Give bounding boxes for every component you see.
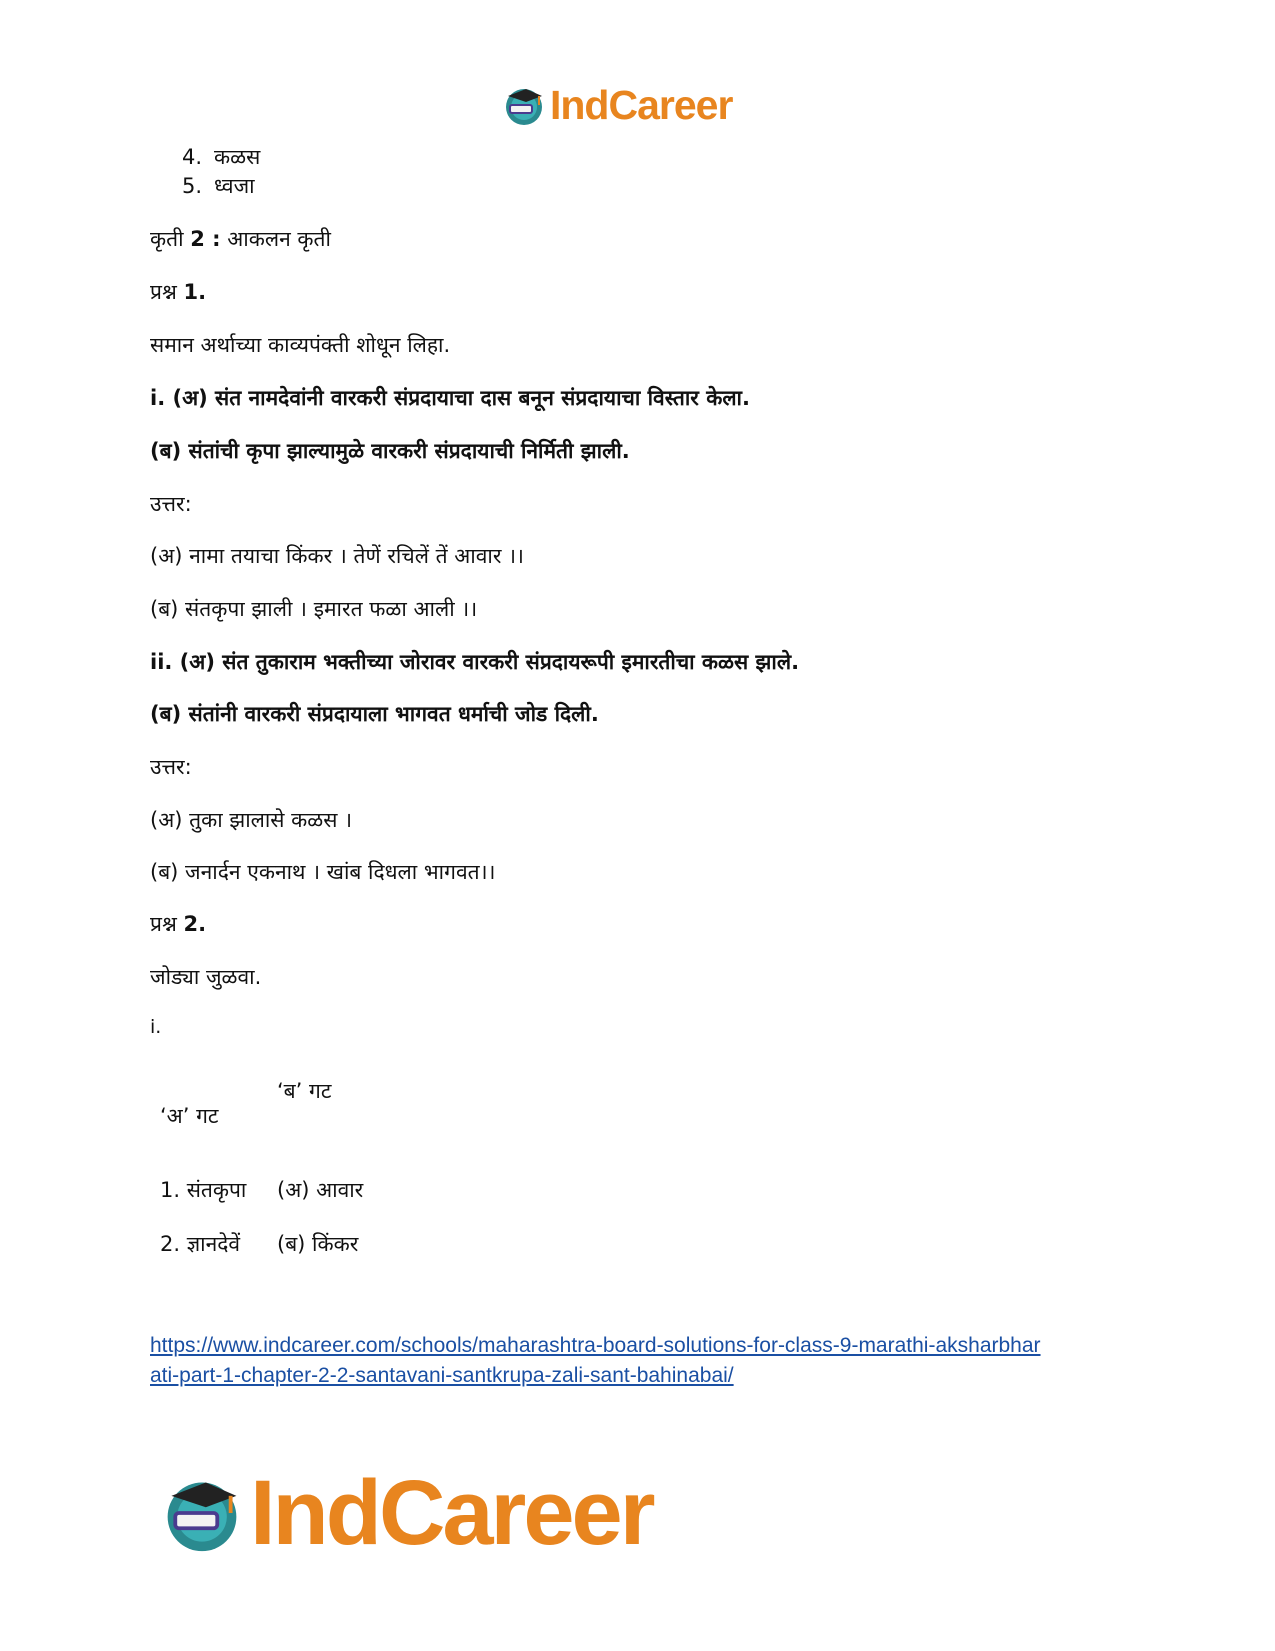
table-cell-a: 1. संतकृपा [160,1178,247,1202]
header-logo [502,80,732,130]
column-a-header: ‘अ’ गट [160,1104,219,1128]
statement-i-a: i. (अ) संत नामदेवांनी वारकरी संप्रदायाचा दास बनून संप्रदायाचा विस्तार केला. [150,386,750,410]
footer-logo [160,1461,653,1564]
graduation-globe-icon [502,83,546,127]
question-2-heading: प्रश्न 2. [150,912,207,936]
question-1-instruction: समान अर्थाच्या काव्यपंक्ती शोधून लिहा. [150,333,451,357]
column-b-header: ‘ब’ गट [277,1079,332,1103]
answer-label: उत्तर: [150,755,192,779]
table-cell-b: (ब) किंकर [277,1232,359,1256]
logo-text: IndCareer [250,1461,653,1564]
question-1-heading: प्रश्न 1. [150,280,207,304]
section-heading: कृती 2 : आकलन कृती [150,227,331,251]
answer-line: (अ) नामा तयाचा किंकर । तेणें रचिलें तें आवार ।। [150,544,525,568]
question-2-instruction: जोड्या जुळवा. [150,965,262,989]
table-cell-b: (अ) आवार [277,1178,364,1202]
answer-line: (ब) संतकृपा झाली । इमारत फळा आली ।। [150,597,478,621]
item-number: i. [150,1016,162,1038]
answer-line: (ब) जनार्दन एकनाथ । खांब दिधला भागवत।। [150,860,496,884]
answer-label: उत्तर: [150,492,192,516]
answer-line: (अ) तुका झालासे कळस । [150,808,353,832]
statement-ii-a: ii. (अ) संत तुकाराम भक्तीच्या जोरावर वारकरी संप्रदायरूपी इमारतीचा कळस झाले. [150,650,800,674]
logo-text: IndCareer [550,81,733,128]
list-item: 5. ध्वजा [182,174,255,198]
list-item: 4. कळस [182,145,261,169]
table-cell-a: 2. ज्ञानदेवें [160,1232,241,1256]
graduation-globe-icon [160,1471,244,1555]
statement-i-b: (ब) संतांची कृपा झाल्यामुळे वारकरी संप्रदायाची निर्मिती झाली. [150,439,630,463]
source-link-line-2[interactable]: ati-part-1-chapter-2-2-santavani-santkrupa-zali-sant-bahinabai/ [150,1364,734,1387]
statement-ii-b: (ब) संतांनी वारकरी संप्रदायाला भागवत धर्माची जोड दिली. [150,702,599,726]
source-link-line-1[interactable]: https://www.indcareer.com/schools/maharashtra-board-solutions-for-class-9-marathi-aksharbhar [150,1334,1041,1357]
